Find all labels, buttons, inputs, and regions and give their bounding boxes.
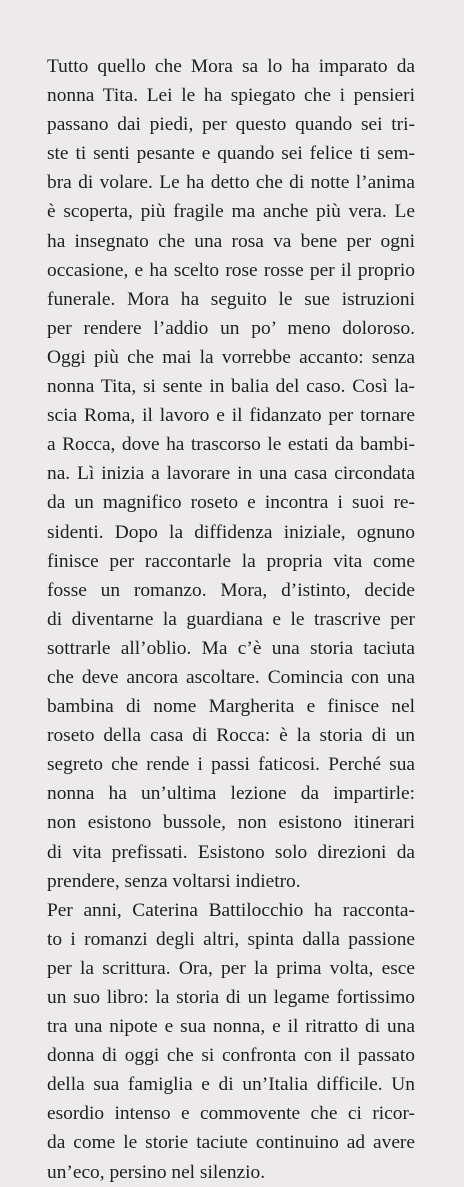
synopsis-line: segreto che rende i passi faticosi. Perché sua bbox=[47, 754, 415, 776]
synopsis-paragraph bbox=[47, 52, 415, 896]
synopsis-line: che deve ancora ascoltare. Comincia con una bbox=[47, 666, 415, 688]
synopsis-line: ste ti senti pesante e quando sei felice ti sem- bbox=[47, 143, 415, 165]
synopsis-line: è scoperta, più fragile ma anche più vera. Le bbox=[47, 201, 415, 223]
synopsis-line: di vita prefissati. Esistono solo direzioni da bbox=[47, 841, 415, 863]
author-line: un’eco, persino nel silenzio. bbox=[47, 1161, 266, 1183]
synopsis-line: scia Roma, il lavoro e il fidanzato per tornare bbox=[47, 405, 415, 427]
author-line: un suo libro: la storia di un legame fortissimo bbox=[47, 987, 415, 1008]
synopsis-line: bra di volare. Le ha detto che di notte l’anima bbox=[47, 172, 415, 194]
synopsis-line: Tutto quello che Mora sa lo ha imparato da bbox=[47, 56, 415, 77]
synopsis-line: da un magnifico roseto e incontra i suoi re- bbox=[47, 492, 415, 514]
synopsis-line: Oggi più che mai la vorrebbe accanto: senza bbox=[47, 346, 415, 368]
author-paragraph bbox=[47, 896, 415, 1187]
synopsis-line: na. Lì inizia a lavorare in una casa circondata bbox=[47, 463, 415, 485]
synopsis-line: non esistono bussole, non esistono itinerari bbox=[47, 812, 415, 834]
author-line: Per anni, Caterina Battilocchio ha racconta- bbox=[47, 899, 415, 921]
synopsis-line: sottrarle all’oblio. Ma c’è una storia taciuta bbox=[47, 637, 415, 659]
synopsis-line: funerale. Mora ha seguito le sue istruzioni bbox=[47, 288, 415, 310]
back-cover-text bbox=[47, 52, 415, 1187]
author-line: tra una nipote e sua nonna, e il ritratto di una bbox=[47, 1016, 415, 1038]
author-line: da come le storie taciute continuino ad avere bbox=[47, 1132, 415, 1154]
synopsis-line: finisce per raccontarle la propria vita come bbox=[47, 550, 415, 572]
synopsis-line: a Rocca, dove ha trascorso le estati da bambi- bbox=[47, 434, 415, 456]
synopsis-line: nonna Tita, si sente in balia del caso. Così la- bbox=[47, 376, 415, 398]
author-line: per la scrittura. Ora, per la prima volta, esce bbox=[47, 957, 415, 979]
synopsis-line: ha insegnato che una rosa va bene per ogni bbox=[47, 230, 415, 252]
synopsis-line: per rendere l’addio un po’ meno doloroso. bbox=[47, 317, 415, 339]
synopsis-line: prendere, senza voltarsi indietro. bbox=[47, 870, 301, 892]
synopsis-line: passano dai piedi, per questo quando sei tri- bbox=[47, 114, 415, 136]
synopsis-line: di diventarne la guardiana e le trascrive per bbox=[47, 608, 415, 630]
author-line: to i romanzi degli altri, spinta dalla passione bbox=[47, 928, 415, 950]
author-line: della sua famiglia e di un’Italia difficile. Un bbox=[47, 1074, 415, 1096]
synopsis-line: nonna ha un’ultima lezione da impartirle: bbox=[47, 783, 415, 805]
author-line: esordio intenso e commovente che ci ricor- bbox=[47, 1103, 415, 1125]
synopsis-line: roseto della casa di Rocca: è la storia di un bbox=[47, 725, 415, 747]
author-line: donna di oggi che si confronta con il passato bbox=[47, 1045, 415, 1067]
synopsis-line: occasione, e ha scelto rose rosse per il proprio bbox=[47, 259, 415, 281]
synopsis-line: nonna Tita. Lei le ha spiegato che i pensieri bbox=[47, 85, 415, 107]
synopsis-line: fosse un romanzo. Mora, d’istinto, decide bbox=[47, 579, 415, 601]
synopsis-line: sidenti. Dopo la diffidenza iniziale, ognuno bbox=[47, 521, 415, 543]
synopsis-line: bambina di nome Margherita e finisce nel bbox=[47, 696, 415, 718]
